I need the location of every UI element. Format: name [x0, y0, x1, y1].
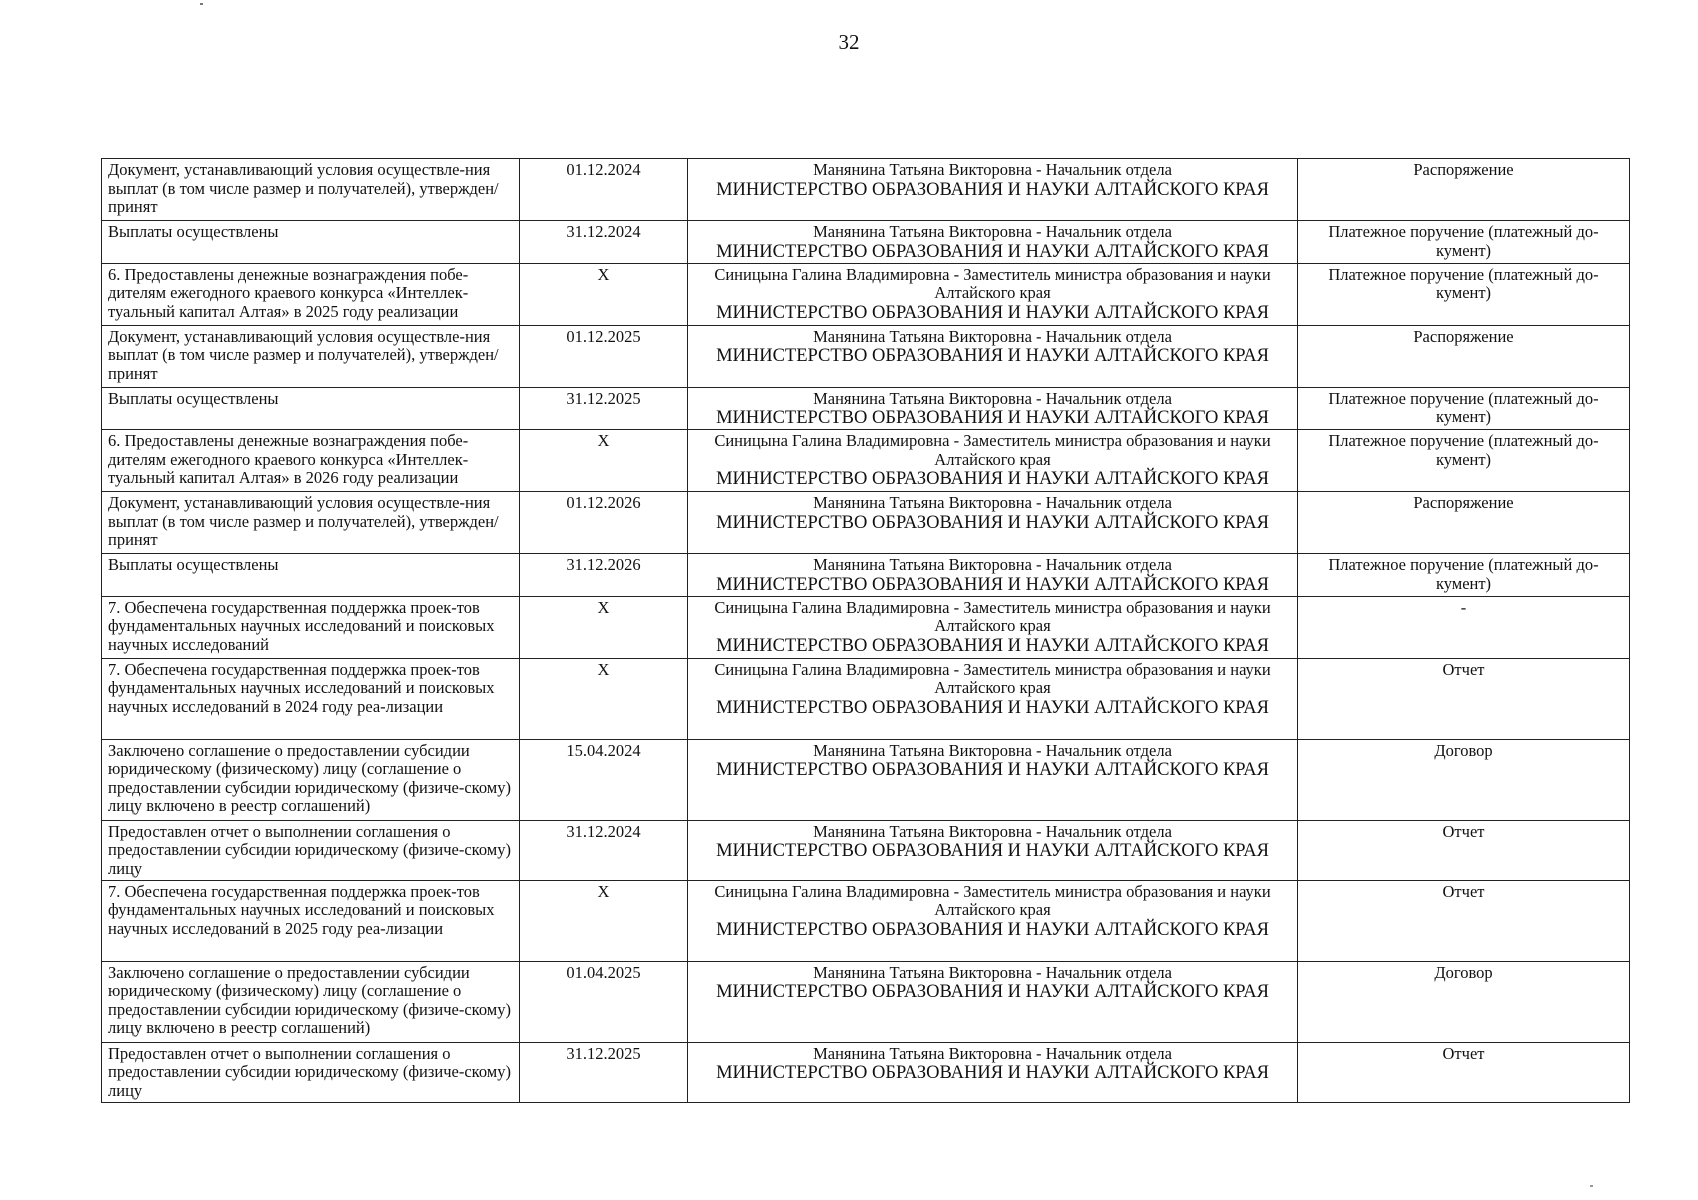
table-row	[102, 820, 1630, 880]
document-type: Отчет	[1298, 880, 1630, 961]
responsible-person: Манянина Татьяна Викторовна - Начальник отдела	[813, 493, 1172, 512]
responsible-cell	[688, 325, 1298, 387]
table-row	[102, 387, 1630, 430]
table-row	[102, 492, 1630, 554]
responsible-person: Манянина Татьяна Викторовна - Начальник отдела	[813, 222, 1172, 241]
table-row	[102, 739, 1630, 820]
document-type: Платежное поручение (платежный до-кумент)	[1298, 554, 1630, 597]
responsible-cell	[688, 820, 1298, 880]
responsible-org: МИНИСТЕРСТВО ОБРАЗОВАНИЯ И НАУКИ АЛТАЙСКОГО КРАЯ	[716, 469, 1269, 489]
scan-dot	[1590, 1185, 1593, 1187]
document-type: Платежное поручение (платежный до-кумент)	[1298, 263, 1630, 325]
event-description: 7. Обеспечена государственная поддержка проек-тов фундаментальных научных исследований и поисковых научных исследований	[102, 596, 520, 658]
event-description: 7. Обеспечена государственная поддержка проек-тов фундаментальных научных исследований и поисковых научных исследований в 2024 году реа-лизации	[102, 658, 520, 739]
event-description: Выплаты осуществлены	[102, 221, 520, 264]
responsible-org: МИНИСТЕРСТВО ОБРАЗОВАНИЯ И НАУКИ АЛТАЙСКОГО КРАЯ	[716, 179, 1269, 200]
document-type: Отчет	[1298, 658, 1630, 739]
responsible-org: МИНИСТЕРСТВО ОБРАЗОВАНИЯ И НАУКИ АЛТАЙСКОГО КРАЯ	[716, 982, 1269, 1002]
document-type: Распоряжение	[1298, 325, 1630, 387]
scan-mark	[200, 3, 203, 5]
responsible-org: МИНИСТЕРСТВО ОБРАЗОВАНИЯ И НАУКИ АЛТАЙСКОГО КРАЯ	[716, 841, 1269, 861]
table-row	[102, 221, 1630, 264]
event-description: Документ, устанавливающий условия осуществле-ния выплат (в том числе размер и получателей), утвержден/принят	[102, 492, 520, 554]
schedule-table	[101, 158, 1630, 1103]
responsible-cell	[688, 492, 1298, 554]
responsible-person: Синицына Галина Владимировна - Заместитель министра образования и науки Алтайского края	[714, 431, 1271, 469]
event-description: Выплаты осуществлены	[102, 554, 520, 597]
event-description: Предоставлен отчет о выполнении соглашения о предоставлении субсидии юридическому (физиче-скому) лицу	[102, 820, 520, 880]
responsible-org: МИНИСТЕРСТВО ОБРАЗОВАНИЯ И НАУКИ АЛТАЙСКОГО КРАЯ	[716, 635, 1269, 656]
responsible-org: МИНИСТЕРСТВО ОБРАЗОВАНИЯ И НАУКИ АЛТАЙСКОГО КРАЯ	[716, 302, 1269, 323]
document-type: Отчет	[1298, 1042, 1630, 1102]
event-date: X	[520, 430, 688, 492]
responsible-person: Синицына Галина Владимировна - Заместитель министра образования и науки Алтайского края	[714, 597, 1271, 635]
responsible-cell	[688, 739, 1298, 820]
table-row	[102, 325, 1630, 387]
event-date: 15.04.2024	[520, 739, 688, 820]
event-description: Заключено соглашение о предоставлении субсидии юридическому (физическому) лицу (соглашение о предоставлении субсидии юридическому (физиче-скому) лицу включено в реестр соглашений)	[102, 961, 520, 1042]
responsible-org: МИНИСТЕРСТВО ОБРАЗОВАНИЯ И НАУКИ АЛТАЙСКОГО КРАЯ	[716, 241, 1269, 262]
responsible-cell	[688, 554, 1298, 597]
document-type: Распоряжение	[1298, 492, 1630, 554]
table-row	[102, 554, 1630, 597]
responsible-org: МИНИСТЕРСТВО ОБРАЗОВАНИЯ И НАУКИ АЛТАЙСКОГО КРАЯ	[716, 512, 1269, 533]
event-description: Выплаты осуществлены	[102, 387, 520, 430]
responsible-person: Манянина Татьяна Викторовна - Начальник отдела	[813, 388, 1172, 408]
event-description: Предоставлен отчет о выполнении соглашения о предоставлении субсидии юридическому (физиче-скому) лицу	[102, 1042, 520, 1102]
event-description: Заключено соглашение о предоставлении субсидии юридическому (физическому) лицу (соглашение о предоставлении субсидии юридическому (физиче-скому) лицу включено в реестр соглашений)	[102, 739, 520, 820]
responsible-org: МИНИСТЕРСТВО ОБРАЗОВАНИЯ И НАУКИ АЛТАЙСКОГО КРАЯ	[716, 697, 1269, 718]
document-type: Отчет	[1298, 820, 1630, 880]
responsible-person: Синицына Галина Владимировна - Заместитель министра образования и науки Алтайского края	[714, 659, 1271, 697]
responsible-person: Манянина Татьяна Викторовна - Начальник отдела	[813, 1043, 1172, 1063]
responsible-cell	[688, 961, 1298, 1042]
responsible-org: МИНИСТЕРСТВО ОБРАЗОВАНИЯ И НАУКИ АЛТАЙСКОГО КРАЯ	[716, 919, 1269, 940]
document-type: Платежное поручение (платежный до-кумент)	[1298, 430, 1630, 492]
responsible-person: Манянина Татьяна Викторовна - Начальник отдела	[813, 555, 1172, 574]
responsible-org: МИНИСТЕРСТВО ОБРАЗОВАНИЯ И НАУКИ АЛТАЙСКОГО КРАЯ	[716, 760, 1269, 780]
event-date: 01.04.2025	[520, 961, 688, 1042]
event-description: Документ, устанавливающий условия осуществле-ния выплат (в том числе размер и получателей), утвержден/принят	[102, 159, 520, 221]
table-row	[102, 961, 1630, 1042]
table-row	[102, 596, 1630, 658]
table-row	[102, 263, 1630, 325]
event-description: 6. Предоставлены денежные вознаграждения побе-дителям ежегодного краевого конкурса «Интеллек-туальный капитал Алтая» в 2026 году реализации	[102, 430, 520, 492]
document-type: Платежное поручение (платежный до-кумент)	[1298, 387, 1630, 430]
table-row	[102, 1042, 1630, 1102]
responsible-person: Манянина Татьяна Викторовна - Начальник отдела	[813, 326, 1172, 346]
event-date: 31.12.2025	[520, 387, 688, 430]
table-row	[102, 430, 1630, 492]
responsible-cell	[688, 159, 1298, 221]
responsible-cell	[688, 387, 1298, 430]
page-number: 32	[838, 30, 860, 54]
event-date: X	[520, 880, 688, 961]
table-row	[102, 159, 1630, 221]
event-date: 01.12.2025	[520, 325, 688, 387]
document-type: Платежное поручение (платежный до-кумент)	[1298, 221, 1630, 264]
responsible-cell	[688, 430, 1298, 492]
responsible-person: Синицына Галина Владимировна - Заместитель министра образования и науки Алтайского края	[714, 881, 1271, 919]
responsible-person: Манянина Татьяна Викторовна - Начальник отдела	[813, 821, 1172, 841]
responsible-org: МИНИСТЕРСТВО ОБРАЗОВАНИЯ И НАУКИ АЛТАЙСКОГО КРАЯ	[716, 1063, 1269, 1083]
document-type: Договор	[1298, 739, 1630, 820]
event-date: 31.12.2026	[520, 554, 688, 597]
responsible-org: МИНИСТЕРСТВО ОБРАЗОВАНИЯ И НАУКИ АЛТАЙСКОГО КРАЯ	[716, 408, 1269, 428]
responsible-cell	[688, 221, 1298, 264]
responsible-org: МИНИСТЕРСТВО ОБРАЗОВАНИЯ И НАУКИ АЛТАЙСКОГО КРАЯ	[716, 346, 1269, 366]
responsible-cell	[688, 1042, 1298, 1102]
event-description: 7. Обеспечена государственная поддержка проек-тов фундаментальных научных исследований и поисковых научных исследований в 2025 году реа-лизации	[102, 880, 520, 961]
event-date: 01.12.2024	[520, 159, 688, 221]
table-row	[102, 658, 1630, 739]
responsible-cell	[688, 263, 1298, 325]
responsible-person: Манянина Татьяна Викторовна - Начальник отдела	[813, 160, 1172, 179]
event-date: 31.12.2025	[520, 1042, 688, 1102]
event-date: 31.12.2024	[520, 820, 688, 880]
responsible-cell	[688, 596, 1298, 658]
event-date: 01.12.2026	[520, 492, 688, 554]
document-type: Распоряжение	[1298, 159, 1630, 221]
responsible-cell	[688, 880, 1298, 961]
event-description: Документ, устанавливающий условия осуществле-ния выплат (в том числе размер и получателей), утвержден/принят	[102, 325, 520, 387]
event-date: 31.12.2024	[520, 221, 688, 264]
event-description: 6. Предоставлены денежные вознаграждения побе-дителям ежегодного краевого конкурса «Интеллек-туальный капитал Алтая» в 2025 году реализации	[102, 263, 520, 325]
responsible-person: Манянина Татьяна Викторовна - Начальник отдела	[813, 740, 1172, 760]
responsible-org: МИНИСТЕРСТВО ОБРАЗОВАНИЯ И НАУКИ АЛТАЙСКОГО КРАЯ	[716, 574, 1269, 595]
event-date: X	[520, 263, 688, 325]
responsible-cell	[688, 658, 1298, 739]
event-date: X	[520, 596, 688, 658]
responsible-person: Манянина Татьяна Викторовна - Начальник отдела	[813, 962, 1172, 982]
table-row	[102, 880, 1630, 961]
event-date: X	[520, 658, 688, 739]
document-type: Договор	[1298, 961, 1630, 1042]
document-type: -	[1298, 596, 1630, 658]
responsible-person: Синицына Галина Владимировна - Заместитель министра образования и науки Алтайского края	[714, 264, 1271, 302]
